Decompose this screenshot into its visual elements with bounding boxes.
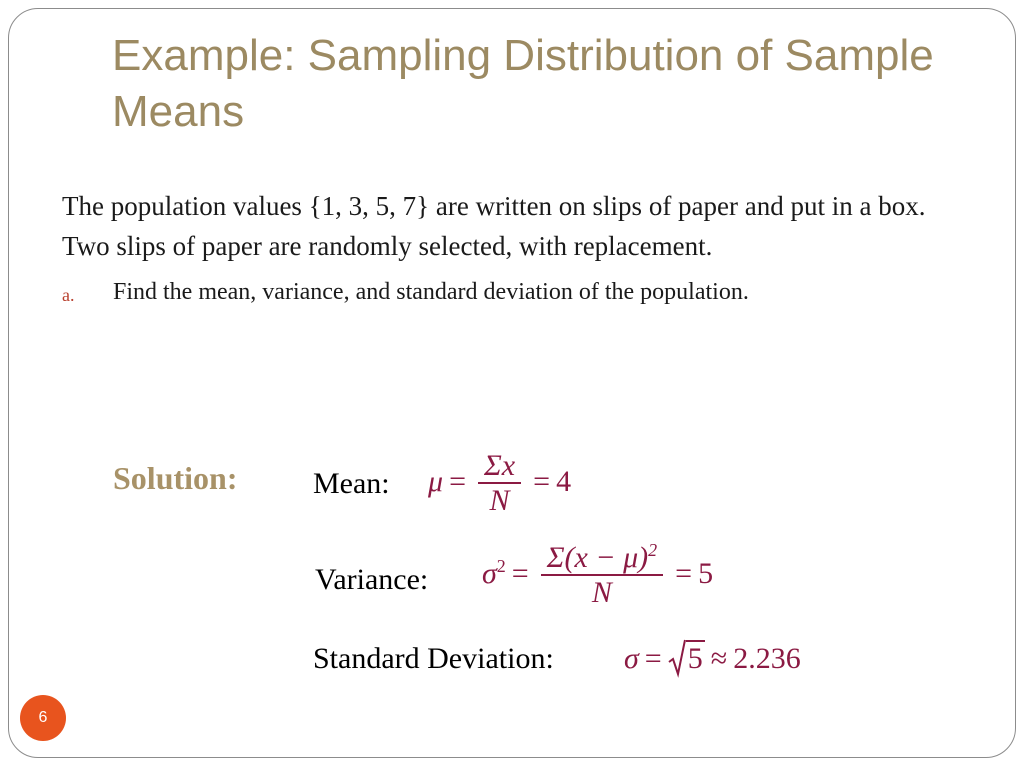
std-symbol: σ bbox=[624, 642, 639, 675]
variance-exponent: 2 bbox=[496, 555, 506, 576]
std-equation: σ = 5 ≈ 2.236 bbox=[624, 642, 801, 675]
page-number-badge: 6 bbox=[20, 695, 66, 741]
std-result: 2.236 bbox=[733, 642, 801, 675]
approx-symbol: ≈ bbox=[710, 642, 728, 675]
variance-symbol: σ bbox=[482, 556, 497, 590]
mean-numerator: Σx bbox=[483, 449, 516, 482]
list-marker: a. bbox=[62, 285, 75, 305]
variance-numerator: $\Sigma(x - \mu)^2$ bbox=[546, 540, 658, 574]
list-item-text: Find the mean, variance, and standard deviation of the population. bbox=[113, 279, 749, 305]
mean-symbol: μ bbox=[428, 464, 444, 498]
solution-label: Solution: bbox=[113, 460, 238, 496]
slide-title: Example: Sampling Distribution of Sample Means bbox=[112, 31, 934, 136]
variance-result: 5 bbox=[698, 556, 714, 590]
variance-fraction bbox=[541, 542, 663, 610]
std-radicand: 5 bbox=[687, 642, 703, 675]
mean-result: 4 bbox=[556, 464, 572, 498]
variance-label: Variance: bbox=[315, 563, 429, 596]
mean-label: Mean: bbox=[313, 467, 390, 500]
sqrt-symbol bbox=[668, 642, 705, 676]
mean-denominator: N bbox=[489, 484, 510, 517]
mean-equation: μ = $\frac{\Sigma x}{N}$ = 4 bbox=[428, 449, 572, 517]
std-label: Standard Deviation: bbox=[313, 642, 554, 675]
variance-denominator: N bbox=[591, 576, 612, 609]
mean-fraction bbox=[478, 450, 521, 518]
problem-statement: The population values {1, 3, 5, 7} are written on slips of paper and put in a box. Two slips of paper are randomly selected, with replacement. bbox=[62, 191, 926, 261]
variance-equation: $\sigma^2$ = $\frac{\Sigma(x - \mu)^2}{N}$ = 5 bbox=[482, 540, 714, 609]
